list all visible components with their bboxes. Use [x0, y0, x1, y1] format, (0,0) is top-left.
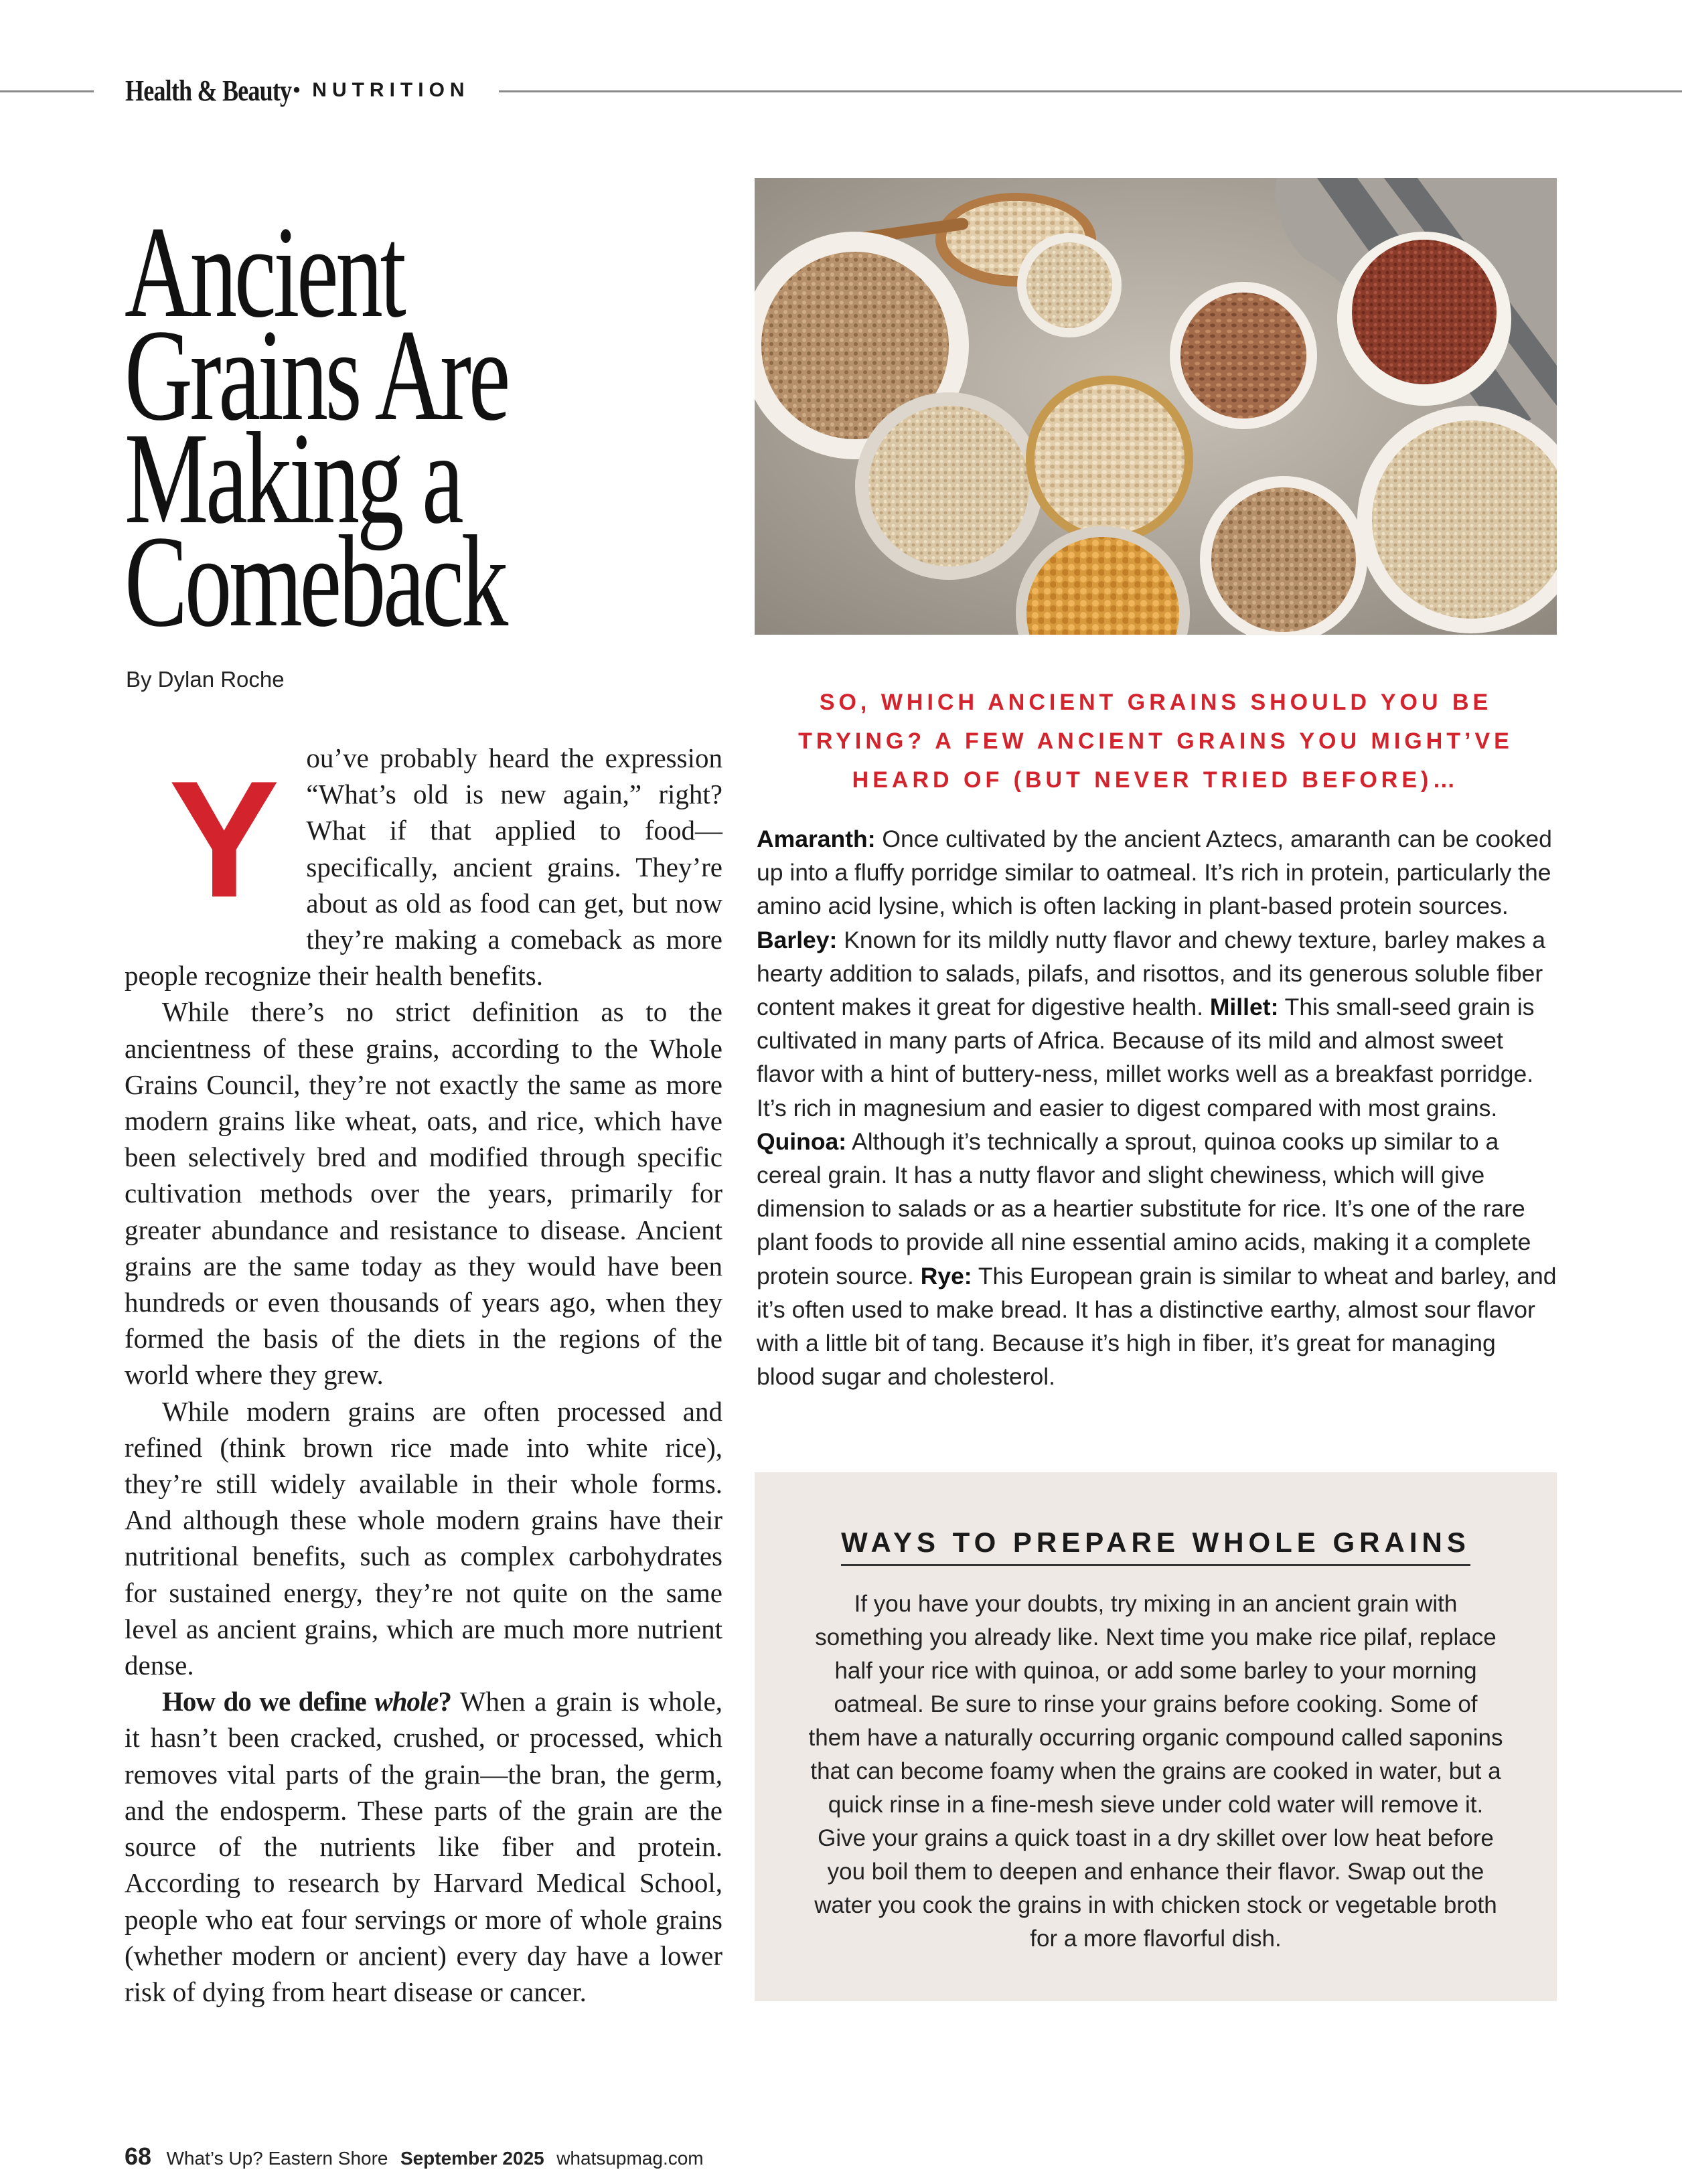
paragraph-3: While modern grains are often processed and refined (think brown rice made into white rice), they’re still widely available in their whole forms. And although these whole modern grains have their nutritional benefits, such as complex carbohydrates for sustained energy, they’re not quite on the same level as ancient grains, which are much more nutrient dense.	[125, 1395, 722, 1681]
lead-emphasis: whole	[374, 1686, 439, 1717]
grain-text-millet: This small-seed grain is cultivated in many parts of Africa. Because of its mild and almost sweet flavor with a hint of buttery-ness, millet works well as a breakfast porridge. It’s rich in magnesium and easier to digest compared with most grains.	[757, 994, 1535, 1121]
prepare-sidebar	[755, 1472, 1557, 2001]
section-separator: •	[293, 79, 301, 101]
lead-text: How do we define	[162, 1686, 375, 1717]
grain-name-millet: Millet:	[1209, 994, 1279, 1021]
grains-photo	[755, 178, 1557, 635]
section-name: Health & Beauty	[125, 74, 292, 107]
paragraph-1	[125, 740, 722, 994]
grain-text-rye: This European grain is similar to wheat and barley, and it’s often used to make bread. It has a distinctive earthy, almost sour flavor with a little bit of tang. Because it’s high in fiber, it’s great for managing blood sugar and cholesterol.	[757, 1262, 1557, 1391]
drop-cap: Y	[169, 746, 280, 932]
grain-name-barley: Barley:	[757, 926, 838, 953]
grain-text-barley: Known for its mildly nutty flavor and chewy texture, barley makes a hearty addition to salads, pilafs, and risottos, and its generous soluble fiber content makes it great for digestive health.	[757, 926, 1545, 1021]
section-header	[125, 67, 470, 114]
article-title: Ancient Grains Are Making a Comeback	[125, 200, 508, 654]
paragraph-4-lead	[162, 1686, 451, 1717]
magazine-name: What’s Up? Eastern Shore	[166, 2148, 388, 2169]
issue-date: September 2025	[400, 2148, 544, 2169]
header-rule-left	[0, 90, 94, 92]
website-url: whatsupmag.com	[556, 2148, 704, 2169]
grains-list	[757, 822, 1557, 1393]
sidebar-text: If you have your doubts, try mixing in an ancient grain with something you already like. Next time you make rice pilaf, replace half your rice with quinoa, or add some barley to your morning oatmeal. Be sure to rinse your grains before cooking. Some of them have a naturally occurring organic compound called saponins that can become foamy when the grains are cooked in water, but a quick rinse in a fine-mesh sieve under cold water will remove it. Give your grains a quick toast in a dry skillet over low heat before you boil them to deepen and enhance their flavor. Swap out the water you cook the grains in with chicken stock or vegetable broth for a more flavorful dish.	[808, 1591, 1503, 1952]
byline: By Dylan Roche	[126, 667, 285, 692]
grains-heading: SO, WHICH ANCIENT GRAINS SHOULD YOU BE TRYING? A FEW ANCIENT GRAINS YOU MIGHT’VE HEARD OF (BUT NEVER TRIED BEFORE)…	[798, 690, 1513, 793]
paragraph-2: While there’s no strict definition as to the ancientness of these grains, according to the Whole Grains Council, they’re not exactly the same as more modern grains like wheat, oats, and rice, which have been selectively bred and modified through specific cultivation methods over the years, primarily for greater abundance and resistance to disease. Ancient grains are the same today as they would have been hundreds or even thousands of years ago, when they formed the basis of the diets in the regions of the world where they grew.	[125, 996, 722, 1391]
page-footer	[125, 2142, 704, 2171]
page-number: 68	[125, 2142, 152, 2170]
grain-text-quinoa: Although it’s technically a sprout, quinoa cooks up similar to a cereal grain. It has a nutty flavor and slight chewiness, which will give dimension to salads or as a heartier substitute for rice. It’s one of the rare plant foods to provide all nine essential amino acids, making it a complete protein source.	[757, 1127, 1531, 1290]
subsection-name: NUTRITION	[312, 79, 470, 101]
sidebar-title	[755, 1527, 1557, 1566]
paragraph-1-text: ou’ve probably heard the expression “What’s old is new again,” right? What if that applied to food—specifically, ancient grains. They’re about as old as food can get, but now they’re making a comeback as more people recognize their health benefits.	[125, 743, 722, 992]
sidebar-title-text: WAYS TO PREPARE WHOLE GRAINS	[841, 1527, 1470, 1566]
lead-question-mark: ?	[438, 1686, 451, 1717]
grain-name-rye: Rye:	[920, 1262, 972, 1290]
article-body	[125, 740, 722, 2010]
grains-bowls-illustration	[755, 178, 1557, 635]
paragraph-4	[125, 1683, 722, 2010]
grain-text-amaranth: Once cultivated by the ancient Aztecs, amaranth can be cooked up into a fluffy porridge similar to oatmeal. It’s rich in protein, particularly the amino acid lysine, which is often lacking in plant-based protein sources.	[757, 826, 1552, 920]
grain-name-amaranth: Amaranth:	[757, 826, 876, 852]
header-rule-right	[499, 90, 1682, 92]
grain-name-quinoa: Quinoa:	[757, 1127, 847, 1155]
paragraph-4-text: When a grain is whole, it hasn’t been cracked, crushed, or processed, which removes vital parts of the grain—the bran, the germ, and the endosperm. These parts of the grain are the source of the nutrients like fiber and protein. According to research by Harvard Medical School, people who eat four servings or more of whole grains (whether modern or ancient) every day have a lower risk of dying from heart disease or cancer.	[125, 1686, 723, 2007]
